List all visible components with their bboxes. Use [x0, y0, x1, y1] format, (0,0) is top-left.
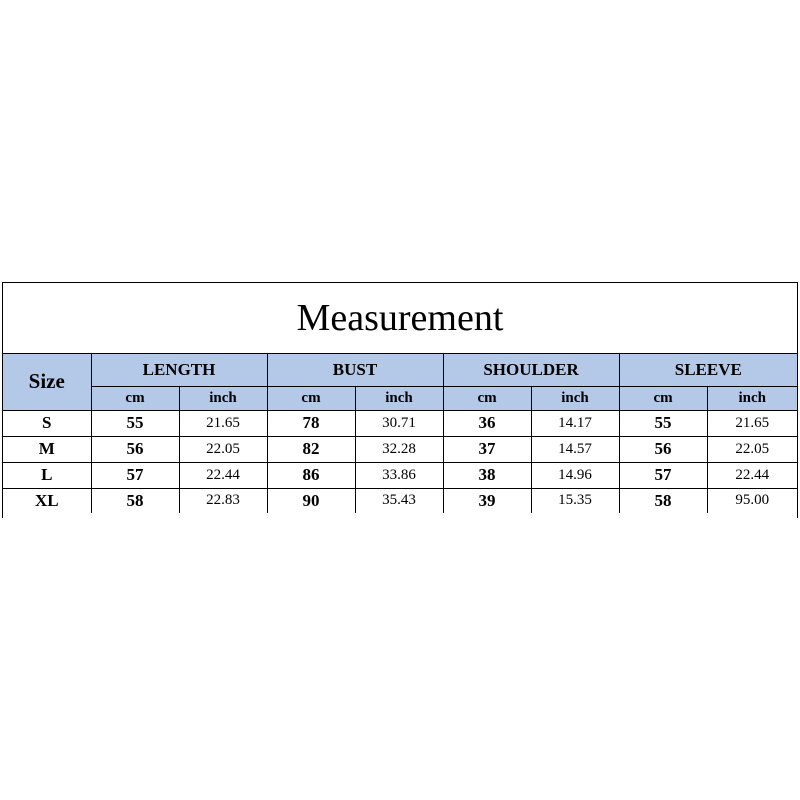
- bust-inch-cell: 32.28: [355, 436, 443, 462]
- unit-header-cm: cm: [91, 386, 179, 410]
- shoulder-cm-cell: 39: [443, 488, 531, 513]
- shoulder-inch-cell: 14.96: [531, 462, 619, 488]
- bust-inch-cell: 33.86: [355, 462, 443, 488]
- length-cm-cell: 58: [91, 488, 179, 513]
- size-cell: M: [3, 436, 91, 462]
- bust-group-header: BUST: [267, 354, 443, 386]
- sleeve-cm-cell: 58: [619, 488, 707, 513]
- measurement-table: [3, 354, 797, 513]
- length-inch-cell: 22.83: [179, 488, 267, 513]
- shoulder-cm-cell: 37: [443, 436, 531, 462]
- sleeve-cm-cell: 57: [619, 462, 707, 488]
- shoulder-inch-cell: 15.35: [531, 488, 619, 513]
- shoulder-inch-cell: 14.17: [531, 410, 619, 436]
- table-row: [3, 488, 797, 513]
- table-row: [3, 410, 797, 436]
- sleeve-group-header: SLEEVE: [619, 354, 797, 386]
- table-row: [3, 436, 797, 462]
- bust-inch-cell: 30.71: [355, 410, 443, 436]
- length-inch-cell: 21.65: [179, 410, 267, 436]
- bust-cm-cell: 78: [267, 410, 355, 436]
- bust-cm-cell: 90: [267, 488, 355, 513]
- size-cell: S: [3, 410, 91, 436]
- length-inch-cell: 22.44: [179, 462, 267, 488]
- length-group-header: LENGTH: [91, 354, 267, 386]
- shoulder-cm-cell: 38: [443, 462, 531, 488]
- unit-header-cm: cm: [267, 386, 355, 410]
- length-cm-cell: 57: [91, 462, 179, 488]
- unit-header-inch: inch: [355, 386, 443, 410]
- bust-cm-cell: 82: [267, 436, 355, 462]
- size-cell: XL: [3, 488, 91, 513]
- sleeve-inch-cell: 22.44: [707, 462, 797, 488]
- shoulder-inch-cell: 14.57: [531, 436, 619, 462]
- shoulder-cm-cell: 36: [443, 410, 531, 436]
- chart-title: Measurement: [3, 283, 797, 354]
- length-cm-cell: 56: [91, 436, 179, 462]
- size-chart: [2, 282, 798, 518]
- unit-header-cm: cm: [443, 386, 531, 410]
- sleeve-cm-cell: 55: [619, 410, 707, 436]
- sleeve-cm-cell: 56: [619, 436, 707, 462]
- table-row: [3, 462, 797, 488]
- size-column-header: Size: [3, 354, 91, 410]
- unit-header-inch: inch: [707, 386, 797, 410]
- unit-header-inch: inch: [179, 386, 267, 410]
- unit-header-cm: cm: [619, 386, 707, 410]
- bust-inch-cell: 35.43: [355, 488, 443, 513]
- sleeve-inch-cell: 22.05: [707, 436, 797, 462]
- sleeve-inch-cell: 95.00: [707, 488, 797, 513]
- length-cm-cell: 55: [91, 410, 179, 436]
- sleeve-inch-cell: 21.65: [707, 410, 797, 436]
- shoulder-group-header: SHOULDER: [443, 354, 619, 386]
- length-inch-cell: 22.05: [179, 436, 267, 462]
- unit-header-inch: inch: [531, 386, 619, 410]
- bust-cm-cell: 86: [267, 462, 355, 488]
- size-cell: L: [3, 462, 91, 488]
